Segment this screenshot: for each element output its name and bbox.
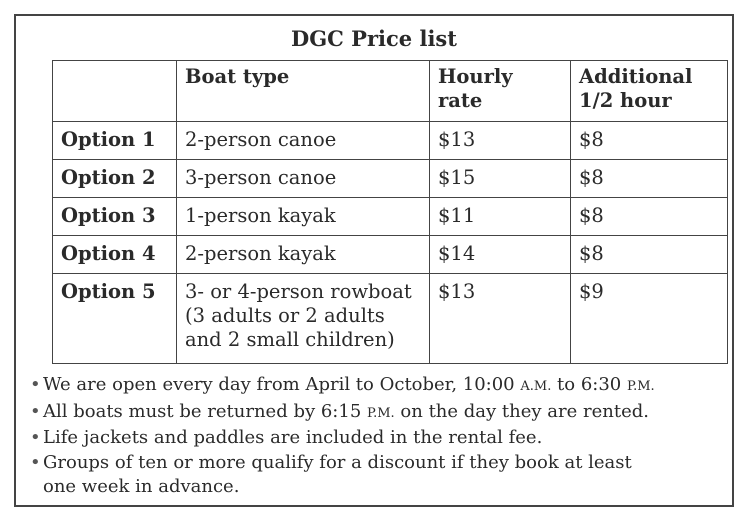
option-label: Option 1 bbox=[53, 122, 177, 160]
note-text: We are open every day from April to October, 10:00 bbox=[43, 374, 521, 395]
boat-type-cell: 2-person kayak bbox=[177, 236, 430, 274]
price-list-title: DGC Price list bbox=[291, 26, 457, 51]
header-boat-type: Boat type bbox=[177, 61, 430, 122]
boat-note-line: (3 adults or 2 adults bbox=[185, 304, 385, 327]
additional-cell: $9 bbox=[571, 274, 728, 364]
table-row bbox=[53, 122, 728, 160]
note-item bbox=[30, 373, 655, 400]
price-list-frame bbox=[14, 14, 734, 507]
notes-list bbox=[30, 373, 655, 500]
hourly-rate-cell: $13 bbox=[430, 122, 571, 160]
boat-type-line: 3- or 4-person rowboat bbox=[185, 280, 412, 303]
hourly-rate-cell: $11 bbox=[430, 198, 571, 236]
header-additional-half-hour bbox=[571, 61, 728, 122]
additional-cell: $8 bbox=[571, 198, 728, 236]
boat-type-cell bbox=[177, 274, 430, 364]
additional-cell: $8 bbox=[571, 122, 728, 160]
hourly-rate-cell: $13 bbox=[430, 274, 571, 364]
option-label: Option 5 bbox=[53, 274, 177, 364]
note-text: Life jackets and paddles are included in the rental fee. bbox=[43, 427, 543, 448]
boat-note-line: and 2 small children) bbox=[185, 328, 395, 351]
am-label: A.M. bbox=[520, 379, 552, 394]
table-header-row bbox=[53, 61, 728, 122]
pm-label: P.M. bbox=[626, 379, 655, 394]
note-text: on the day they are rented. bbox=[394, 400, 649, 422]
table-row bbox=[53, 198, 728, 236]
note-text: All boats must be returned by 6:15 bbox=[43, 400, 367, 422]
hourly-rate-cell: $14 bbox=[430, 236, 571, 274]
table-row bbox=[53, 274, 728, 364]
additional-cell: $8 bbox=[571, 236, 728, 274]
note-item bbox=[30, 400, 655, 427]
header-additional-text: Additional 1/2 hour bbox=[579, 65, 693, 112]
boat-type-cell: 1-person kayak bbox=[177, 198, 430, 236]
note-text: to 6:30 bbox=[551, 374, 627, 395]
note-text: • Groups of ten or more qualify for a discount if they book at least bbox=[43, 451, 632, 473]
hourly-rate-cell: $15 bbox=[430, 160, 571, 198]
note-item bbox=[30, 426, 655, 451]
pm-label: P.M. bbox=[367, 405, 395, 421]
option-label: Option 2 bbox=[53, 160, 177, 198]
boat-type-cell: 3-person canoe bbox=[177, 160, 430, 198]
additional-cell: $8 bbox=[571, 160, 728, 198]
option-label: Option 4 bbox=[53, 236, 177, 274]
boat-type-cell: 2-person canoe bbox=[177, 122, 430, 160]
option-label: Option 3 bbox=[53, 198, 177, 236]
header-hourly-rate: Hourly rate bbox=[430, 61, 571, 122]
table-row bbox=[53, 160, 728, 198]
price-table bbox=[52, 60, 728, 364]
header-empty bbox=[53, 61, 177, 122]
note-item bbox=[30, 451, 655, 500]
note-text: one week in advance. bbox=[43, 476, 240, 497]
table-row bbox=[53, 236, 728, 274]
